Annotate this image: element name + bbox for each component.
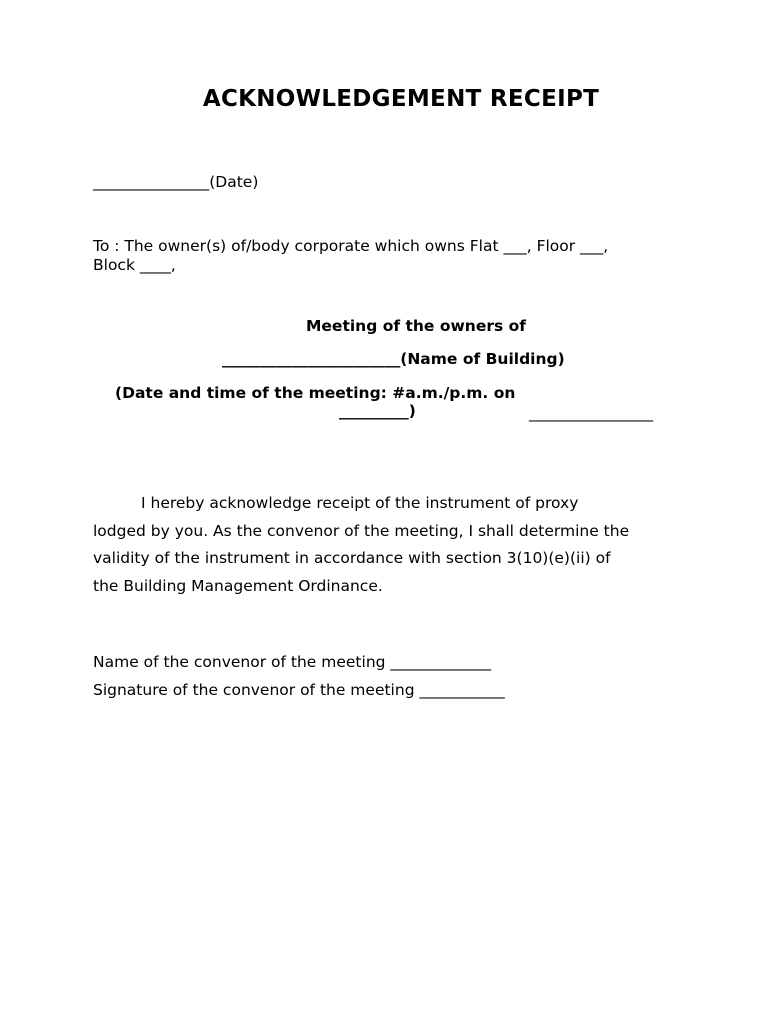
meeting-datetime-line: (Date and time of the meeting: #a.m./p.m. on (115, 384, 516, 402)
addressee-line-2: Block ____, (93, 256, 176, 274)
meeting-datetime-blank-right: ________________ (529, 404, 653, 422)
addressee-line-1: To : The owner(s) of/body corporate which owns Flat ___, Floor ___, (93, 237, 609, 255)
convenor-name-line: Name of the convenor of the meeting _____________ (93, 653, 492, 671)
body-paragraph-line (93, 494, 578, 513)
body-paragraph-line: validity of the instrument in accordance with section 3(10)(e)(ii) of (93, 549, 611, 567)
meeting-heading: Meeting of the owners of (306, 317, 527, 335)
body-paragraph-line: lodged by you. As the convenor of the meeting, I shall determine the (93, 522, 630, 540)
document-title: ACKNOWLEDGEMENT RECEIPT (202, 86, 600, 112)
date-line: _______________(Date) (93, 173, 259, 191)
convenor-signature-line: Signature of the convenor of the meeting ___________ (93, 681, 505, 699)
meeting-datetime-blank: _________) (339, 402, 416, 420)
building-name-line: _______________________(Name of Building) (222, 350, 565, 368)
body-paragraph-text: I hereby acknowledge receipt of the instrument of proxy (141, 494, 579, 512)
body-paragraph-line: the Building Management Ordinance. (93, 577, 383, 595)
